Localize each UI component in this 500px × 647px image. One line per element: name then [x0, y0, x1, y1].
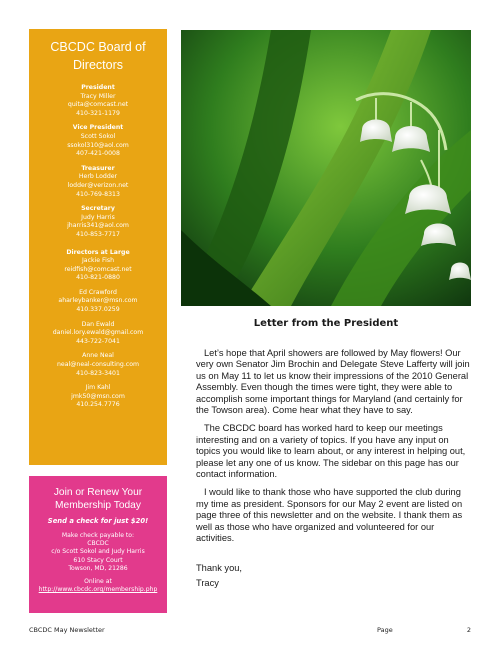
officer-name: Judy Harris	[81, 213, 115, 221]
director-name: Anne Neal	[82, 352, 114, 360]
director-at-large-3	[29, 321, 167, 347]
membership-cta: Send a check for just $20!	[47, 517, 149, 525]
officer-email[interactable]: lodder@verizon.net	[67, 181, 129, 189]
director-name: Jackie Fish	[81, 257, 115, 265]
address-line-1: c/o Scott Sokol and Judy Harris	[51, 548, 145, 556]
officer-email[interactable]: quita@comcast.net	[67, 101, 129, 109]
letter-body	[196, 348, 472, 593]
director-name: Dan Ewald	[81, 320, 115, 328]
membership-link[interactable]: http://www.cbcdc.org/membership.php	[38, 586, 158, 594]
director-phone: 410-821-0880	[76, 274, 120, 282]
letter-paragraph: Let’s hope that April showers are followed by May flowers! Our very own Senator Jim Brochin and Delegate Steve Lafferty will join us on May 11 to let us know their impressions of the 2010 General Assembly. Even though the times were tight, they were able to accomplish some important things for Maryland (and certainly for the Towson area). Come hear what they have to say.	[196, 348, 470, 416]
director-phone: 443-722-7041	[76, 337, 120, 345]
director-phone: 410.337.0259	[76, 306, 120, 314]
payable-org: CBCDC	[87, 540, 109, 548]
footer-newsletter-name: CBCDC May Newsletter	[29, 626, 105, 634]
officer-secretary	[29, 205, 167, 239]
officer-name: Tracy Miller	[80, 92, 116, 100]
payable-label: Make check payable to:	[61, 532, 135, 539]
membership-title: Join or Renew Your Membership Today	[53, 487, 143, 511]
officer-email[interactable]: jharris341@aol.com	[67, 222, 129, 230]
online-prefix: Online at	[84, 578, 112, 586]
officer-phone: 410-321-1179	[76, 109, 120, 117]
director-at-large-2	[29, 289, 167, 315]
board-title: CBCDC Board of Directors	[50, 40, 146, 72]
officer-phone: 410-853-7717	[76, 230, 120, 238]
letter-signature: Tracy	[196, 577, 219, 588]
address-line-3: Towson, MD, 21286	[68, 564, 128, 572]
address-line-2: 610 Stacy Court	[73, 556, 123, 564]
officer-name: Herb Lodder	[78, 173, 118, 181]
officer-treasurer	[29, 165, 167, 199]
letter-closing: Thank you,	[196, 562, 242, 573]
officer-role: Treasurer	[81, 164, 115, 172]
director-email[interactable]: reidfish@comcast.net	[64, 265, 132, 273]
officer-president	[29, 84, 167, 118]
officer-email[interactable]: ssokol310@aol.com	[67, 141, 129, 149]
membership-address	[29, 532, 167, 573]
director-at-large-5	[29, 384, 167, 410]
director-phone: 410-823-3401	[76, 369, 120, 377]
officer-name: Scott Sokol	[80, 132, 116, 140]
officer-vice-president	[29, 124, 167, 158]
director-at-large-4	[29, 352, 167, 378]
director-email[interactable]: daniel.lory.ewald@gmail.com	[52, 329, 144, 337]
letter-signoff	[196, 563, 472, 590]
officer-role: Secretary	[81, 205, 115, 213]
director-email[interactable]: aharleybanker@msn.com	[58, 297, 138, 305]
footer-page-label: Page	[377, 626, 393, 634]
director-name: Jim Kahl	[85, 384, 111, 392]
letter-title: Letter from the President	[253, 318, 399, 329]
officer-role: Vice President	[72, 124, 124, 132]
letter-paragraph: The CBCDC board has worked hard to keep our meetings interesting and on a variety of topics. If you have any input on topics you would like to learn about, or any interest in helping out, please let any one of us know. The sidebar on this page has our contact information.	[196, 423, 466, 480]
director-phone: 410.254.7776	[76, 401, 120, 409]
director-email[interactable]: jmk50@msn.com	[71, 392, 125, 400]
membership-online	[29, 578, 167, 594]
board-sidebar	[29, 29, 167, 465]
director-name: Ed Crawford	[79, 288, 117, 296]
lily-of-the-valley-photo	[181, 30, 471, 306]
footer-page-number: 2	[466, 626, 471, 634]
officer-role: President	[81, 84, 115, 91]
officer-phone: 410-769-8313	[76, 190, 120, 198]
director-at-large-1	[29, 249, 167, 283]
directors-at-large-heading: Directors at Large	[66, 248, 130, 256]
officer-phone: 407-421-0008	[76, 150, 120, 158]
membership-box	[29, 476, 167, 613]
letter-paragraph: I would like to thank those who have supported the club during my time as president. Sponsors for our May 2 event are listed on page three of this newsletter and on the website. I thank them as well as those who have organized and volunteered for our activities.	[196, 487, 463, 544]
director-email[interactable]: neal@neal-consulting.com	[56, 361, 140, 369]
